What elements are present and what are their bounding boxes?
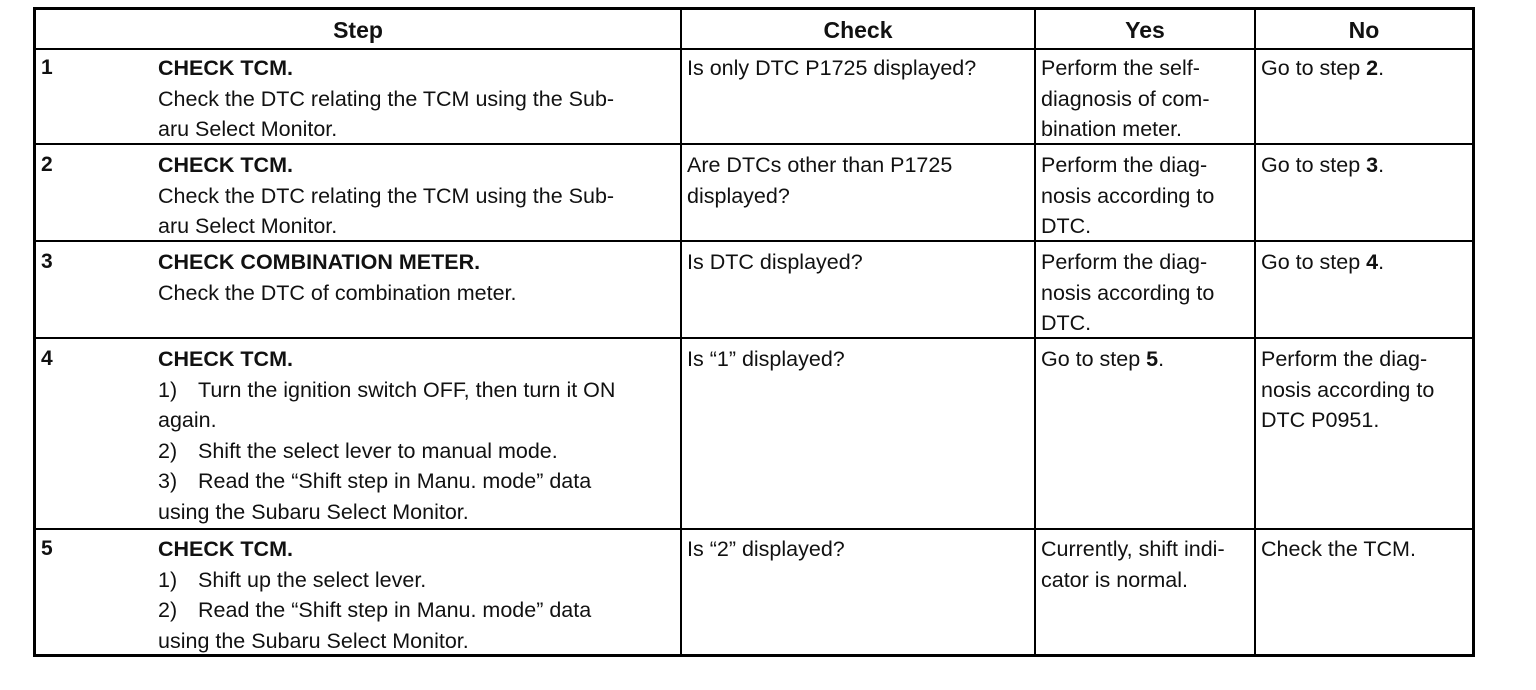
goto-step-number: 3 [1366,153,1379,177]
step-title: CHECK COMBINATION METER. [158,250,481,274]
no-text-prefix: Go to step [1261,56,1367,80]
step-description: Check the DTC relating the TCM using the Sub- [158,183,615,208]
procedure-item [158,436,678,467]
step-cell [158,53,678,145]
no-text [1261,53,1471,84]
check-cell [687,534,1032,565]
yes-text: Perform the diag- [1041,250,1208,274]
no-text-suffix: . [1378,153,1385,177]
yes-text-suffix: . [1158,347,1165,371]
step-number: 3 [41,250,53,273]
check-text: Is “1” displayed? [687,347,845,371]
item-continuation: again. [158,408,217,432]
step-title: CHECK TCM. [158,56,293,80]
check-cell [687,53,1032,84]
step-number: 2 [41,153,53,176]
item-continuation: using the Subaru Select Monitor. [158,499,469,524]
no-cell [1261,150,1471,181]
item-number: 1) [158,377,178,402]
check-cell [687,247,1032,278]
item-number: 1) [158,567,178,592]
item-number: 2) [158,438,178,463]
item-number: 2) [158,598,178,622]
goto-step-number: 4 [1366,250,1379,274]
yes-text: Currently, shift indi- [1041,537,1225,561]
item-text: Read the “Shift step in Manu. mode” data [198,598,592,622]
row-divider [36,528,1472,530]
no-text-suffix: . [1378,56,1385,80]
no-cell [1261,247,1471,278]
yes-text: cator is normal. [1041,567,1188,592]
diagnostic-table [33,7,1475,657]
item-text: Read the “Shift step in Manu. mode” data [198,469,592,493]
yes-text [1041,344,1253,375]
procedure-item [158,595,678,626]
check-text: Is DTC displayed? [687,250,863,274]
step-number: 1 [41,56,53,79]
step-cell [158,247,678,308]
header-yes: Yes [1125,17,1165,43]
yes-text: DTC. [1041,214,1092,238]
item-continuation: using the Subaru Select Monitor. [158,628,469,653]
step-cell [158,534,678,656]
no-text: Perform the diag- [1261,347,1428,371]
step-description: aru Select Monitor. [158,214,338,238]
step-number: 5 [41,537,53,560]
no-cell [1261,344,1471,436]
table-header [36,10,1472,50]
yes-text: DTC. [1041,311,1092,335]
check-cell [687,344,1032,375]
procedure-item [158,375,678,406]
no-cell [1261,534,1471,565]
procedure-item [158,466,678,497]
yes-cell [1041,534,1253,595]
yes-text: nosis according to [1041,183,1215,208]
no-text-suffix: . [1378,250,1385,274]
no-text-prefix: Go to step [1261,250,1367,274]
no-cell [1261,53,1471,84]
no-text-prefix: Go to step [1261,153,1367,177]
no-text: DTC P0951. [1261,408,1380,432]
step-description: Check the DTC relating the TCM using the Sub- [158,86,615,111]
yes-text: diagnosis of com- [1041,86,1210,111]
yes-text: nosis according to [1041,280,1215,305]
yes-cell [1041,247,1253,339]
step-description: aru Select Monitor. [158,117,338,141]
item-text: Shift the select lever to manual mode. [198,438,558,463]
yes-cell [1041,150,1253,242]
column-divider [1034,10,1036,654]
step-cell [158,150,678,242]
check-text: Is “2” displayed? [687,537,845,561]
step-title: CHECK TCM. [158,347,293,371]
step-title: CHECK TCM. [158,153,293,177]
step-description: Check the DTC of combination meter. [158,280,517,305]
step-cell [158,344,678,527]
step-number: 4 [41,347,53,370]
item-number: 3) [158,469,178,493]
no-text [1261,247,1471,278]
column-divider [1254,10,1256,654]
item-text: Shift up the select lever. [198,567,427,592]
column-divider [680,10,682,654]
yes-text: Perform the self- [1041,56,1200,80]
check-cell [687,150,1032,211]
no-text: Check the TCM. [1261,537,1416,561]
check-text: Are DTCs other than P1725 [687,153,953,177]
yes-text: bination meter. [1041,117,1183,141]
no-text [1261,150,1471,181]
header-step: Step [333,17,383,43]
check-text: displayed? [687,183,790,208]
goto-step-number: 2 [1366,56,1379,80]
yes-cell [1041,344,1253,375]
yes-text: Perform the diag- [1041,153,1208,177]
yes-text-prefix: Go to step [1041,347,1147,371]
step-title: CHECK TCM. [158,537,293,561]
header-check: Check [823,17,893,43]
check-text: Is only DTC P1725 displayed? [687,56,977,80]
header-no: No [1348,17,1380,43]
goto-step-number: 5 [1146,347,1159,371]
yes-cell [1041,53,1253,145]
row-divider [36,337,1472,339]
no-text: nosis according to [1261,377,1435,402]
item-text: Turn the ignition switch OFF, then turn it ON [198,377,616,402]
procedure-item [158,565,678,596]
